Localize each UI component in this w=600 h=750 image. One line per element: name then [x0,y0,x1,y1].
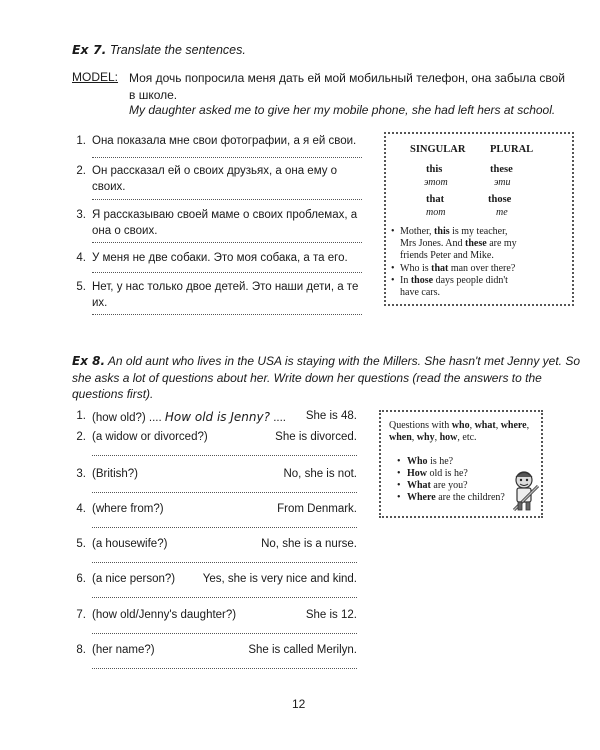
answer-line[interactable] [92,527,357,528]
question-example: • Where are the children? [397,492,505,503]
question-row: 7. (how old/Jenny's daughter?) She is 12. [76,609,357,621]
grammar-example: • Who is that man over there? [391,263,516,274]
model-label: MODEL: [72,70,119,84]
question-row: 8. (her name?) She is called Merilyn. [76,644,357,656]
question-example: • What are you? [397,480,468,491]
plural-header: PLURAL [490,144,534,155]
handwritten-answer: How old is Jenny? [164,410,270,424]
answer-line[interactable] [92,668,357,669]
singular-header: SINGULAR [410,144,466,155]
question-row: 5. (a housewife?) No, she is a nurse. [76,538,357,550]
ex7-heading [72,42,246,57]
answer-line[interactable] [92,455,357,456]
question-row: 3. (British?) No, she is not. [76,468,357,480]
ex8-heading [72,353,582,403]
answer-line[interactable] [92,492,357,493]
grammar-box-demonstratives: SINGULAR PLURAL this these этот эти that those тот те • Mother, this is my teacher, Mrs Jones. And these are my friends Peter and Mike. • Who is that man over there? • In those days people didn't have cars. [384,132,574,306]
question-example: • How old is he? [397,468,468,479]
answer-line[interactable] [92,199,362,200]
grammar-example: • Mother, this is my teacher, Mrs Jones. And these are my friends Peter and Mike. [391,226,517,261]
ex7-instruction: Translate the sentences. [109,43,246,57]
answer-line[interactable] [92,242,362,243]
question-row: 6. (a nice person?) Yes, she is very nice and kind. [76,573,357,585]
ex7-number: Ex 7. [72,42,107,57]
answer-line[interactable] [92,314,362,315]
model-english: My daughter asked me to give her my mobile phone, she had left hers at school. [129,103,556,117]
question-row: 2. (a widow or divorced?) She is divorced. [76,431,357,443]
answer-line[interactable] [92,562,357,563]
question-example: • Who is he? [397,456,454,467]
question-words-intro: Questions with who, what, where, when, why, how, etc. [389,420,530,443]
answer-line[interactable] [92,597,357,598]
ex8-number: Ex 8. [72,354,106,368]
question-row: 1. (how old?) .... How old is Jenny? .... She is 48. [76,410,357,424]
pencil-kid-illustration [508,468,544,512]
ex8-instruction: An old aunt who lives in the USA is staying with the Millers. She hasn't met Jenny yet. So she asks a lot of questions about her. Write down her questions (read the answers to the questions first). [72,354,580,401]
question-row: 4. (where from?) From Denmark. [76,503,357,515]
answer-line[interactable] [92,633,357,634]
answer-line[interactable] [92,272,362,273]
answer-line[interactable] [92,157,362,158]
grammar-example: • In those days people didn't have cars. [391,275,508,298]
page-number: 12 [292,697,306,711]
model-russian: Моя дочь попросила меня дать ей мой мобильный телефон, она забыла свой в школе. [129,71,565,102]
